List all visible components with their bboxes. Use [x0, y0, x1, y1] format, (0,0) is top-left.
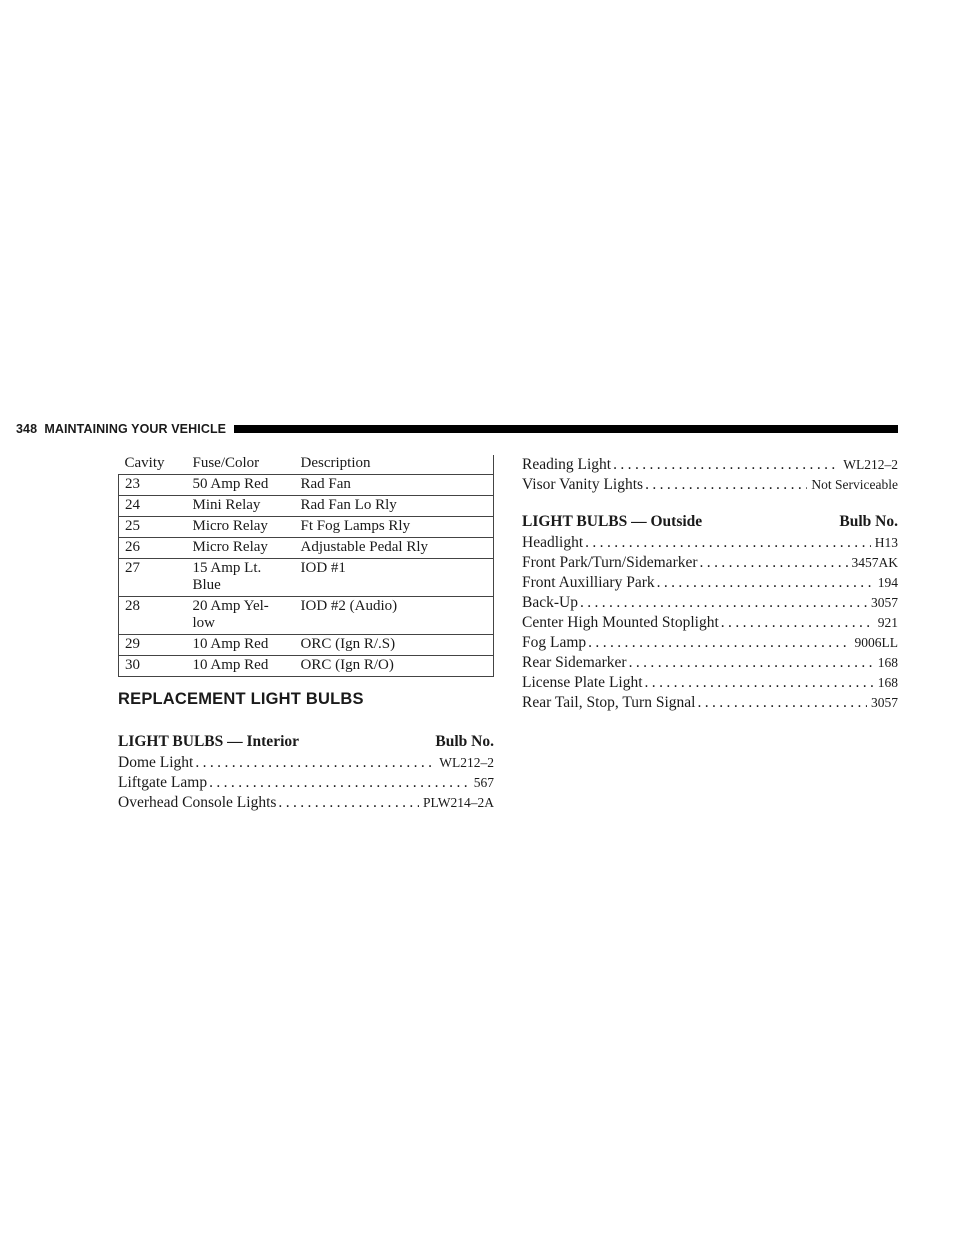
list-item	[522, 614, 898, 634]
cell-description: Rad Fan Lo Rly	[295, 496, 494, 517]
cell-description: Rad Fan	[295, 475, 494, 496]
cell-fuse-color: Micro Relay	[187, 517, 295, 538]
cell-fuse-color: 50 Amp Red	[187, 475, 295, 496]
bulb-location: Front Park/Turn/Sidemarker	[522, 554, 698, 571]
list-item	[522, 574, 898, 594]
bulb-location: License Plate Light	[522, 674, 643, 691]
bulb-number: 567	[473, 775, 494, 790]
cell-fuse-color: Micro Relay	[187, 538, 295, 559]
col-fuse-color: Fuse/Color	[187, 455, 295, 475]
bulb-location: Reading Light	[522, 456, 612, 473]
table-row	[119, 517, 494, 538]
bulb-number: 3457AK	[851, 555, 898, 570]
interior-list-heading	[118, 733, 494, 754]
list-item	[522, 594, 898, 614]
list-item	[118, 794, 494, 814]
bulb-location: Fog Lamp	[522, 634, 587, 651]
cell-description: ORC (Ign R/O)	[295, 656, 494, 677]
list-item	[522, 456, 898, 476]
table-row	[119, 656, 494, 677]
cell-description: ORC (Ign R/.S)	[295, 635, 494, 656]
dot-leader	[278, 794, 419, 812]
cell-cavity: 26	[119, 538, 187, 559]
bulb-no-label: Bulb No.	[435, 733, 494, 750]
cell-cavity: 24	[119, 496, 187, 517]
page-header	[16, 421, 898, 437]
dot-leader	[645, 674, 874, 692]
cell-cavity: 28	[119, 597, 187, 635]
bulb-number: 3057	[871, 695, 898, 710]
bulb-number: H13	[874, 535, 898, 550]
bulb-no-label: Bulb No.	[839, 513, 898, 530]
dot-leader	[629, 654, 874, 672]
bulb-location: Back-Up	[522, 594, 578, 611]
fuse-table-header	[119, 455, 494, 475]
cell-cavity: 25	[119, 517, 187, 538]
bulb-location: Visor Vanity Lights	[522, 476, 644, 493]
bulb-location: Rear Sidemarker	[522, 654, 627, 671]
header-rule	[234, 425, 898, 433]
fuse-table	[118, 455, 494, 677]
cell-cavity: 29	[119, 635, 187, 656]
dot-leader	[721, 614, 874, 632]
dot-leader	[697, 694, 867, 712]
page-header-text	[16, 422, 226, 436]
bulb-location: Front Auxilliary Park	[522, 574, 655, 591]
dot-leader	[195, 754, 435, 772]
list-item	[522, 476, 898, 496]
cell-description: Ft Fog Lamps Rly	[295, 517, 494, 538]
dot-leader	[588, 634, 850, 652]
dot-leader	[657, 574, 874, 592]
cell-cavity: 30	[119, 656, 187, 677]
bulb-number: 168	[877, 655, 898, 670]
col-description: Description	[295, 455, 494, 475]
outside-bulb-list	[522, 513, 898, 714]
cell-cavity: 27	[119, 559, 187, 597]
dot-leader	[613, 456, 839, 474]
section-title: REPLACEMENT LIGHT BULBS	[118, 690, 364, 708]
bulb-number: PLW214–2A	[423, 795, 494, 810]
page-number: 348	[16, 422, 38, 436]
interior-heading: LIGHT BULBS — Interior	[118, 733, 300, 750]
list-item	[522, 694, 898, 714]
cell-fuse-color: 15 Amp Lt. Blue	[187, 559, 295, 597]
cell-fuse-color: 10 Amp Red	[187, 635, 295, 656]
dot-leader	[700, 554, 848, 572]
dot-leader	[209, 774, 470, 792]
section-name: MAINTAINING YOUR VEHICLE	[44, 422, 227, 436]
table-row	[119, 538, 494, 559]
bulb-location: Dome Light	[118, 754, 194, 771]
bulb-number: 9006LL	[854, 635, 898, 650]
bulb-number: 168	[877, 675, 898, 690]
bulb-location: Center High Mounted Stoplight	[522, 614, 719, 631]
cell-description: Adjustable Pedal Rly	[295, 538, 494, 559]
list-item	[522, 534, 898, 554]
bulb-location: Liftgate Lamp	[118, 774, 208, 791]
list-item	[522, 654, 898, 674]
cell-fuse-color: 20 Amp Yel- low	[187, 597, 295, 635]
interior-bulb-list	[118, 733, 494, 814]
cell-fuse-color: 10 Amp Red	[187, 656, 295, 677]
cell-cavity: 23	[119, 475, 187, 496]
bulb-location: Overhead Console Lights	[118, 794, 277, 811]
cell-description: IOD #1	[295, 559, 494, 597]
col-cavity: Cavity	[119, 455, 187, 475]
list-item	[522, 634, 898, 654]
bulb-number: WL212–2	[439, 755, 494, 770]
bulb-number: Not Serviceable	[811, 477, 898, 492]
table-row	[119, 635, 494, 656]
dot-leader	[645, 476, 807, 494]
table-row	[119, 597, 494, 635]
list-item	[522, 554, 898, 574]
bulb-number: 921	[877, 615, 898, 630]
table-row	[119, 496, 494, 517]
bulb-number: 3057	[871, 595, 898, 610]
bulb-number: 194	[877, 575, 898, 590]
table-row	[119, 475, 494, 496]
dot-leader	[585, 534, 871, 552]
bulb-number: WL212–2	[843, 457, 898, 472]
cell-description: IOD #2 (Audio)	[295, 597, 494, 635]
bulb-location: Rear Tail, Stop, Turn Signal	[522, 694, 696, 711]
outside-list-heading	[522, 513, 898, 534]
list-item	[118, 754, 494, 774]
table-row	[119, 559, 494, 597]
list-item	[118, 774, 494, 794]
list-item	[522, 674, 898, 694]
bulb-location: Headlight	[522, 534, 584, 551]
cell-fuse-color: Mini Relay	[187, 496, 295, 517]
outside-heading: LIGHT BULBS — Outside	[522, 513, 703, 530]
interior-bulb-list-continued	[522, 456, 898, 496]
dot-leader	[580, 594, 867, 612]
